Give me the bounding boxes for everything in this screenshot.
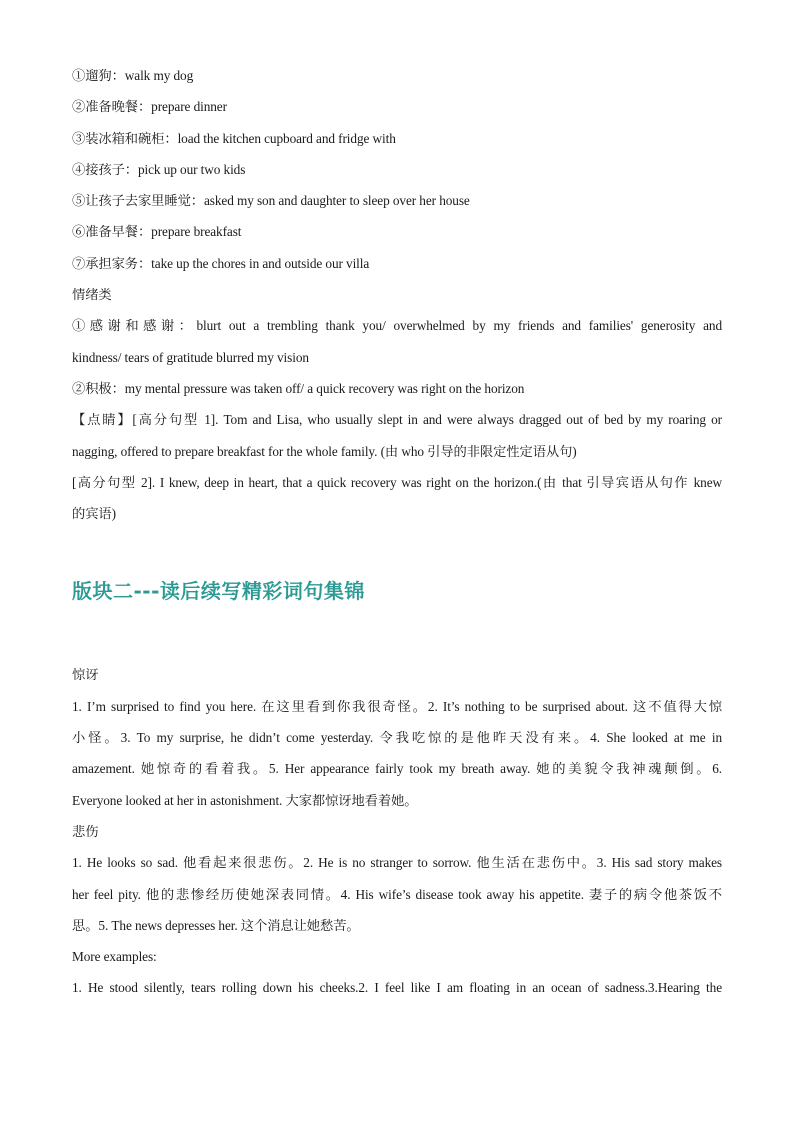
- highlight-line: [高分句型 2]. I knew, deep in heart, that a quick recovery was right on the horizon.(由 that 引导宾语从句作 knew: [72, 474, 722, 490]
- example-line: amazement. 她惊奇的看着我。5. Her appearance fairly took my breath away. 她的美貌令我神魂颠倒。6.: [72, 761, 722, 777]
- example-line: her feel pity. 他的悲惨经历使她深表同情。4. His wife’s disease took away his appetite. 妻子的病令他茶饭不: [72, 886, 722, 902]
- example-line: 1. He stood silently, tears rolling down his cheeks.2. I feel like I am floating in an ocean of sadness.3.Hearing the: [72, 980, 722, 996]
- example-line: Everyone looked at her in astonishment. 大家都惊讶地看着她。: [72, 792, 418, 808]
- example-line: 1. He looks so sad. 他看起来很悲伤。2. He is no stranger to sorrow. 他生活在悲伤中。3. His sad story makes: [72, 855, 722, 871]
- phrase-line: ⑥准备早餐：prepare breakfast: [72, 224, 242, 240]
- section-title: 版块二---读后续写精彩词句集锦: [72, 579, 365, 604]
- phrase-line: ②准备晚餐：prepare dinner: [72, 99, 227, 115]
- document-page: [72, 60, 722, 1004]
- example-line: 1. I’m surprised to find you here. 在这里看到你我很奇怪。2. It’s nothing to be surprised about. 这不值得大惊: [72, 698, 722, 714]
- subheading: More examples:: [72, 949, 157, 965]
- category-heading: 悲伤: [72, 823, 99, 839]
- phrase-line: kindness/ tears of gratitude blurred my vision: [72, 349, 309, 365]
- highlight-line: 【点睛】[高分句型 1]. Tom and Lisa, who usually slept in and were always dragged out of bed by my roaring or: [72, 412, 722, 428]
- phrase-line: ②积极：my mental pressure was taken off/ a quick recovery was right on the horizon: [72, 380, 525, 396]
- category-heading: 情绪类: [72, 287, 112, 303]
- phrase-line: ④接孩子：pick up our two kids: [72, 161, 246, 177]
- highlight-line: nagging, offered to prepare breakfast for the whole family. (由 who 引导的非限定性定语从句): [72, 443, 577, 459]
- phrase-line: ①感谢和感谢：blurt out a trembling thank you/ overwhelmed by my friends and families' generosity and: [72, 318, 722, 334]
- phrase-line: ⑤让孩子去家里睡觉：asked my son and daughter to sleep over her house: [72, 193, 470, 209]
- example-line: 小怪。3. To my surprise, he didn’t come yesterday. 令我吃惊的是他昨天没有来。4. She looked at me in: [72, 730, 722, 746]
- phrase-line: ⑦承担家务：take up the chores in and outside our villa: [72, 255, 370, 271]
- example-line: 思。5. The news depresses her. 这个消息让她愁苦。: [72, 917, 360, 933]
- highlight-line: 的宾语): [72, 506, 116, 522]
- category-heading: 惊讶: [72, 667, 99, 683]
- phrase-line: ③装冰箱和碗柜：load the kitchen cupboard and fridge with: [72, 130, 396, 146]
- phrase-line: ①遛狗：walk my dog: [72, 68, 194, 83]
